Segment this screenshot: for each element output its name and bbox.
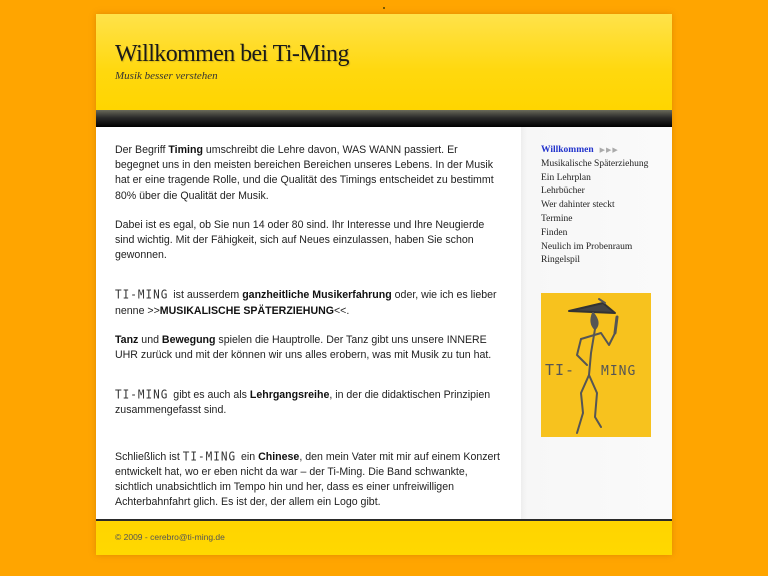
paragraph-intro: Der Begriff Timing umschreibt die Lehre davon, WAS WANN passiert. Er begegnet uns in den meisten bereichen Bereichen unseres Lebens. In der Musik hat er eine tragende Rolle, und die Qualität des Timings entscheidet zu bestimmt 80% über die Qualität der Musik. <box>115 144 494 202</box>
nav-item-willkommen[interactable]: Willkommen ▶▶▶ <box>541 145 619 155</box>
nav-item-finden[interactable]: Finden <box>541 227 568 238</box>
main-content <box>115 143 503 524</box>
stick-figure-icon <box>541 293 651 437</box>
footer-copyright: © 2009 - cerebro@ti-ming.de <box>115 532 225 542</box>
paragraph-experience: TI-MING ist ausserdem ganzheitliche Musikerfahrung oder, wie ich es lieber nenne >>MUSIKALISCHE SPÄTERZIEHUNG<<. <box>115 287 497 317</box>
paragraph-age: Dabei ist es egal, ob Sie nun 14 oder 80 sind. Ihr Interesse und Ihre Neugierde sind wichtig. Mit der Fähigkeit, sich auf Neues einzulassen, haben Sie schon gewonnen. <box>115 218 485 262</box>
sidebar <box>521 127 672 519</box>
sidebar-nav <box>541 144 648 268</box>
site-footer <box>96 519 672 555</box>
paragraph-dance: Tanz und Bewegung spielen die Hauptrolle. Der Tanz gibt uns unsere INNERE UHR zurück und mit der können wir uns alles erobern, was mit Musik zu tun hat. <box>115 333 492 362</box>
arrows-icon: ▶▶▶ <box>599 146 619 154</box>
nav-item-termine[interactable]: Termine <box>541 213 573 224</box>
nav-item-ein-lehrplan[interactable]: Ein Lehrplan <box>541 172 591 183</box>
paragraph-origin: Schließlich ist TI-MING ein Chinese, den mein Vater mit mir auf einem Konzert entwickelt hat, wo er eben nicht da war – der Ti-Ming. Die Band schwankte, sichtlich unabsichtlich im Tempo hin und her, dass es einer unfreiwilligen Achterbahnfahrt glich. Es ist der, der allem ein Logo gibt. <box>115 448 500 509</box>
ti-ming-logo-text: TI-MING <box>182 448 237 464</box>
site-title[interactable]: Willkommen bei Ti-Ming <box>115 41 349 67</box>
site-header <box>96 14 672 110</box>
content-area <box>96 127 672 519</box>
nav-item-lehrbuecher[interactable]: Lehrbücher <box>541 186 585 197</box>
ti-ming-logo-text: TI-MING <box>115 287 169 303</box>
decorative-dot <box>383 7 385 9</box>
paragraph-course: TI-MING gibt es auch als Lehrgangsreihe, in der die didaktischen Prinzipien zusammengefasst sind. <box>115 387 491 417</box>
header-divider-bar <box>96 110 672 127</box>
page-container <box>96 14 672 555</box>
svg-text:TI-: TI- <box>545 361 576 379</box>
svg-text:MING: MING <box>601 364 637 379</box>
ti-ming-logo-text: TI-MING <box>115 387 169 403</box>
nav-item-ringelspil[interactable]: Ringelspil <box>541 255 581 266</box>
nav-item-neulich-im-probenraum[interactable]: Neulich im Probenraum <box>541 241 633 252</box>
site-tagline: Musik besser verstehen <box>115 70 218 82</box>
nav-item-wer-dahinter-steckt[interactable]: Wer dahinter steckt <box>541 200 615 211</box>
ti-ming-logo-image <box>541 293 651 437</box>
nav-item-musikalische-spaeterziehung[interactable]: Musikalische Späterziehung <box>541 158 649 169</box>
